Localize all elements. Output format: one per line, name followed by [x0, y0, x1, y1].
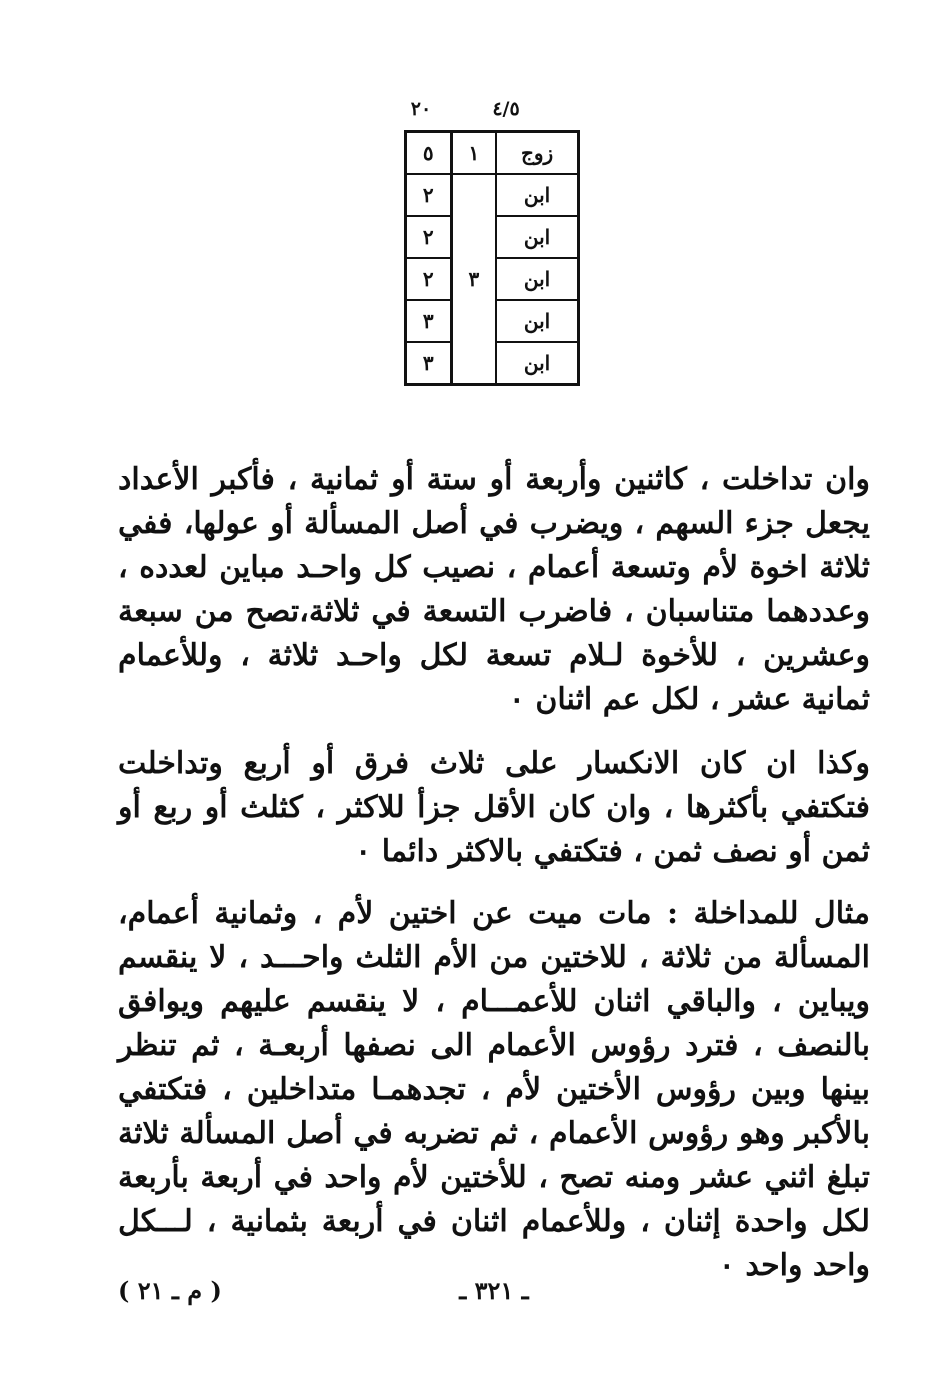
result-cell: ٢ [406, 258, 452, 300]
paragraph-interlocking-numbers: وان تداخلت ، كاثنين وأربعة أو ستة أو ثمانية ، فأكبر الأعداد يجعل جزء السهم ، ويضرب في أصل المسألة أو عولها، ففي ثلاثة اخوة لأم وتسعة أعمام ، نصيب كل واحـد مباين لعدده ، وعددهما متناسبان ، فاضرب التسعة في ثلاثة،تصح من سبعة وعشرين ، للأخوة لـلام تسعة لكل واحـد ثلاثة ، وللأعمام ثمانية عشر ، لكل عم اثنان ٠ [118, 462, 871, 717]
result-cell: ٣ [406, 342, 452, 385]
heir-cell: ابن [496, 216, 578, 258]
heir-cell: ابن [496, 258, 578, 300]
result-cell: ٥ [406, 132, 452, 175]
table-header-total: ٤/٥ [492, 98, 520, 120]
heir-cell: ابن [496, 300, 578, 342]
heir-cell: ابن [496, 174, 578, 216]
table-row [406, 132, 579, 175]
heir-cell: ابن [496, 342, 578, 385]
paragraph-example: مثال للمداخلة : مات ميت عن اختين لأم ، وثمانية أعمام، المسألة من ثلاثة ، للاختين من الأم الثلث واحـــد ، لا ينقسم ويباين ، والباقي اثنان للأعمـــام ، لا ينقسم عليهم ويوافق بالنصف ، فترد رؤوس الأعمام الى نصفها أربعـة ، ثم تنظر بينها وبين رؤوس الأختين لأم ، تجدهمـا متداخلين ، فتكتفي بالأكبر وهو رؤوس الأعمام ، ثم تضربه في أصل المسألة ثلاثة تبلغ اثني عشر ومنه تصح ، للأختين لأم واحد في أربعة بأربعة لكل واحدة إثنان ، وللأعمام اثنان في أربعة بثمانية ، لـــكل واحد واحد ٠ [118, 896, 871, 1283]
table-header [404, 96, 580, 124]
result-cell: ٣ [406, 300, 452, 342]
heir-cell: زوج [496, 132, 578, 175]
table-row [406, 174, 579, 216]
inheritance-table [404, 130, 580, 386]
result-cell: ٢ [406, 174, 452, 216]
table-header-result: ٢٠ [410, 98, 432, 120]
result-cell: ٢ [406, 216, 452, 258]
paragraph-multiple-groups: وكذا ان كان الانكسار على ثلاث فرق أو أربع وتداخلت فتكتفي بأكثرها ، وان كان الأقل جزأ للاكثر ، كثلث أو ربع أو ثمن أو نصف ثمن ، فتكتفي بالاكثر دائما ٠ [118, 746, 870, 869]
share-cell: ١ [451, 132, 496, 175]
sheet-signature-mark: ( م ـ ٢١ ) [118, 1276, 222, 1305]
page-number: ـ ٣٢١ ـ [459, 1276, 529, 1305]
share-cell: ٣ [451, 174, 496, 385]
